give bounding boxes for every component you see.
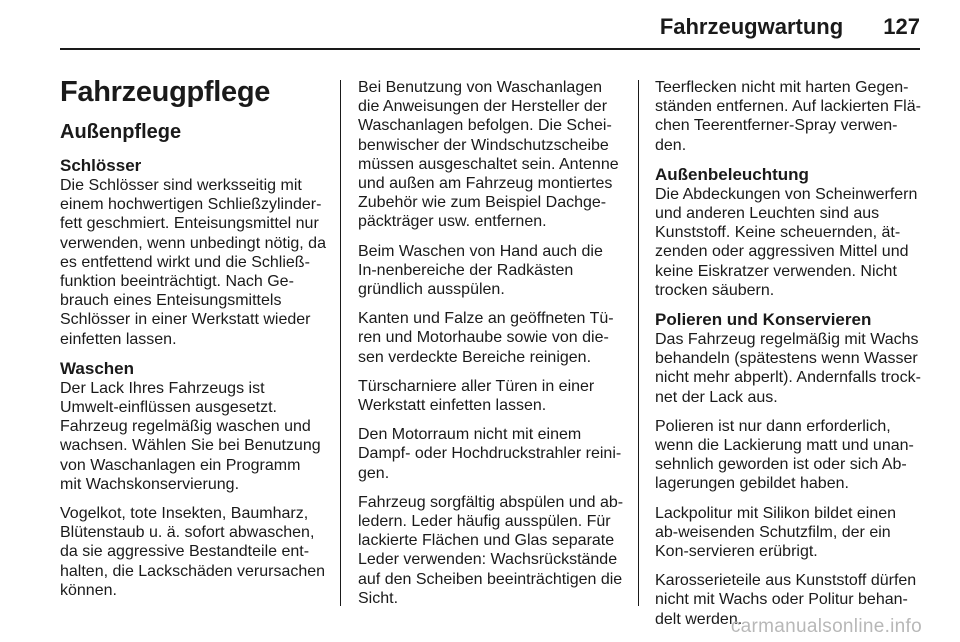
column-2 — [358, 78, 624, 618]
paragraph: Vogelkot, tote Insekten, Baumharz, Blütenstaub u. ä. sofort abwaschen, da sie aggressive Bestandteile ent-halten, die Lackschäden verursachen können. — [60, 505, 326, 599]
paragraph: Der Lack Ihres Fahrzeugs ist Umwelt-einflüssen ausgesetzt. Fahrzeug regelmäßig waschen und wachsen. Wählen Sie bei Benutzung von Waschanlagen ein Programm mit Wachskonservierung. — [60, 379, 321, 493]
chapter-title: Fahrzeugwartung — [659, 14, 844, 39]
paragraph: Karosserieteile aus Kunststoff dürfen nicht mit Wachs oder Politur behan-delt werden. — [655, 572, 917, 628]
heading-aussenbeleuchtung: Außenbeleuchtung — [655, 164, 809, 184]
subsection-title: Außenpflege — [60, 121, 182, 143]
section-aussenbeleuchtung — [655, 165, 921, 300]
paragraph: Lackpolitur mit Silikon bildet einen ab-weisenden Schutzfilm, der ein Kon-servieren erübrigt. — [655, 504, 897, 561]
paragraph: Polieren ist nur dann erforderlich, wenn die Lackierung matt und unan-sehnlich geworden ist oder sich Ab-lagerungen gebildet haben. — [655, 417, 914, 493]
paragraph: Die Abdeckungen von Scheinwerfern und anderen Leuchten sind aus Kunststoff. Keine scheuernden, ät-zenden oder aggressiven Mittel und keine Eiskratzer verwenden. Nicht trocken säubern. — [655, 185, 918, 299]
paragraph: Fahrzeug sorgfältig abspülen und ab-ledern. Leder häufig ausspülen. Für lackierte Flächen und Glas separate Leder verwenden: Wachsrückstände auf den Scheiben beeinträchtigen die Sicht. — [358, 493, 624, 607]
paragraph: Bei Benutzung von Waschanlagen die Anweisungen der Hersteller der Waschanlagen befolgen. Die Schei-benwischer der Windschutzscheibe müssen ausgeschaltet sein. Antenne und außen am Fahrzeug montiertes Zubehör wie zum Beispiel Dachge-päckträger usw. entfernen. — [358, 79, 619, 231]
heading-polieren: Polieren und Konservieren — [655, 310, 872, 330]
paragraph: Das Fahrzeug regelmäßig mit Wachs behandeln (spätestens wenn Wasser nicht mehr abperlt). Andernfalls trock-net der Lack aus. — [655, 331, 921, 406]
heading-waschen: Waschen — [60, 358, 135, 378]
column-divider — [340, 80, 341, 606]
paragraph: Den Motorraum nicht mit einem Dampf- oder Hochdruckstrahler reini-gen. — [358, 426, 622, 482]
paragraph: Kanten und Falze an geöffneten Tü-ren und Motorhaube sowie von die-sen verdeckte Bereiche reinigen. — [358, 310, 614, 366]
paragraph: Beim Waschen von Hand auch die In-nenbereiche der Radkästen gründlich ausspülen. — [358, 242, 603, 299]
paragraph: Teerflecken nicht mit harten Gegen-ständen entfernen. Auf lackierten Flä-chen Teerentferner-Spray verwen-den. — [655, 79, 921, 154]
header-rule — [60, 48, 920, 50]
section-title: Fahrzeugpflege — [60, 76, 271, 108]
paragraph: Türscharniere aller Türen in einer Werkstatt einfetten lassen. — [358, 377, 595, 415]
section-schloesser — [60, 156, 326, 349]
page-number: 127 — [883, 14, 920, 39]
heading-schloesser: Schlösser — [60, 156, 142, 175]
watermark-text: carmanualsonline.info — [730, 616, 922, 637]
column-1 — [60, 76, 326, 610]
column-3 — [655, 78, 921, 639]
column-divider — [638, 80, 639, 606]
page-header — [660, 14, 920, 40]
section-polieren — [655, 310, 921, 629]
section-waschen — [60, 359, 326, 600]
paragraph: Die Schlösser sind werksseitig mit einem hochwertigen Schließzylinder-fett geschmiert. Enteisungsmittel nur verwenden, wenn unbedingt nötig, da es entfettend wirkt und die Schließ-funktion beeinträchtigt. Nach Ge-brauch eines Enteisungsmittels Schlösser in einer Werkstatt wieder einfetten lassen. — [60, 177, 326, 348]
